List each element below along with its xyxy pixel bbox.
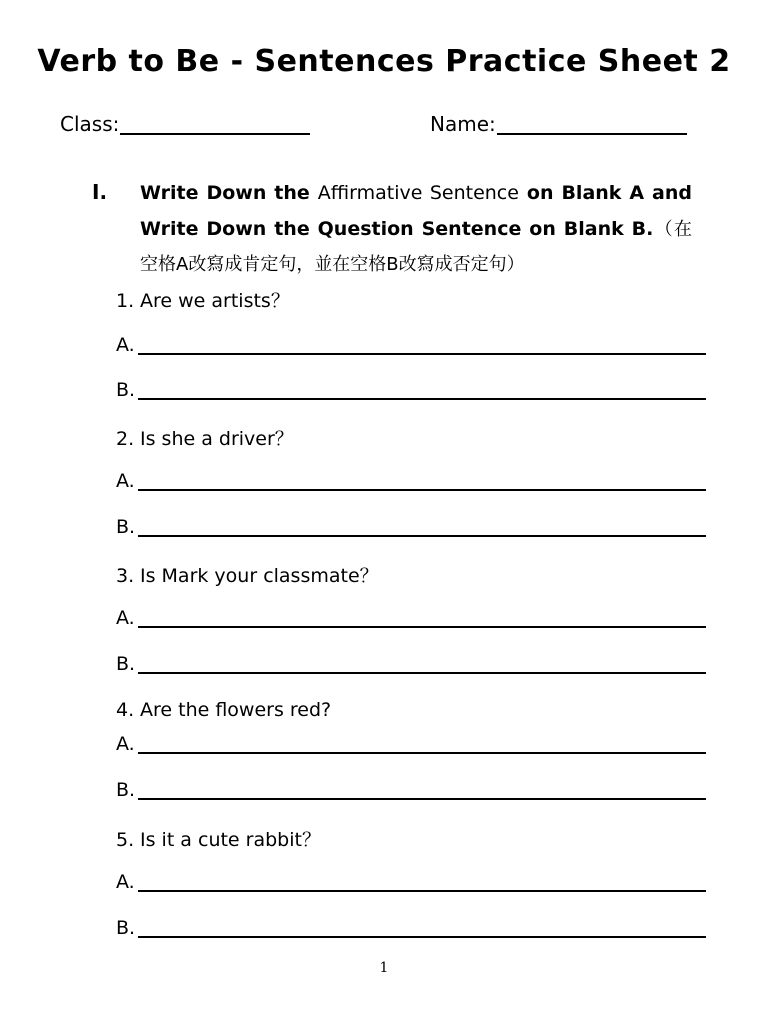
- question-1: [116, 286, 290, 313]
- question-text: Is it a cute rabbit？: [140, 829, 321, 851]
- answer-a-label: A.: [116, 334, 135, 356]
- question-3: [116, 561, 379, 588]
- class-label: Class:: [60, 112, 120, 136]
- answer-b-label: B.: [116, 779, 136, 801]
- question-number: 3.: [116, 565, 135, 587]
- answer-a-label: A.: [116, 871, 135, 893]
- instruction-highlight: Affirmative Sentence: [317, 182, 519, 204]
- question-5: [116, 825, 321, 852]
- question-text: Are we artists？: [140, 290, 290, 312]
- answer-b-line[interactable]: [138, 672, 706, 674]
- section-instruction: [140, 176, 692, 283]
- answer-a-label: A.: [116, 470, 135, 492]
- question-text: Is she a driver？: [140, 428, 294, 450]
- answer-b-line[interactable]: [138, 936, 706, 938]
- answer-b-line[interactable]: [138, 398, 706, 400]
- section-number: I.: [92, 180, 108, 204]
- name-field[interactable]: [497, 133, 687, 135]
- answer-b-label: B.: [116, 516, 136, 538]
- page-number: 1: [379, 960, 389, 976]
- answer-b-line[interactable]: [138, 535, 706, 537]
- answer-a-label: A.: [116, 733, 135, 755]
- question-text: Are the flowers red?: [140, 699, 332, 721]
- instruction-text-pre: Write Down the: [140, 182, 318, 204]
- question-4: [116, 699, 331, 721]
- question-text: Is Mark your classmate？: [140, 565, 379, 587]
- class-field[interactable]: [120, 133, 310, 135]
- answer-a-line[interactable]: [138, 752, 706, 754]
- answer-a-line[interactable]: [138, 489, 706, 491]
- answer-b-label: B.: [116, 653, 136, 675]
- answer-a-label: A.: [116, 607, 135, 629]
- answer-a-line[interactable]: [138, 890, 706, 892]
- instruction-chinese: （在空格A改寫成肯定句，並在空格B改寫成否定句）: [140, 218, 692, 275]
- answer-a-line[interactable]: [138, 353, 706, 355]
- answer-b-label: B.: [116, 379, 136, 401]
- name-label: Name:: [430, 112, 496, 136]
- answer-a-line[interactable]: [138, 626, 706, 628]
- instruction-text-post: on Blank A and Write Down the Question Sentence on Blank B.: [140, 182, 693, 240]
- question-number: 1.: [116, 290, 135, 312]
- question-number: 2.: [116, 428, 135, 450]
- answer-b-line[interactable]: [138, 798, 706, 800]
- question-2: [116, 424, 294, 451]
- question-number: 5.: [116, 829, 135, 851]
- page-title: Verb to Be - Sentences Practice Sheet 2: [37, 44, 731, 79]
- answer-b-label: B.: [116, 917, 136, 939]
- question-number: 4.: [116, 699, 135, 721]
